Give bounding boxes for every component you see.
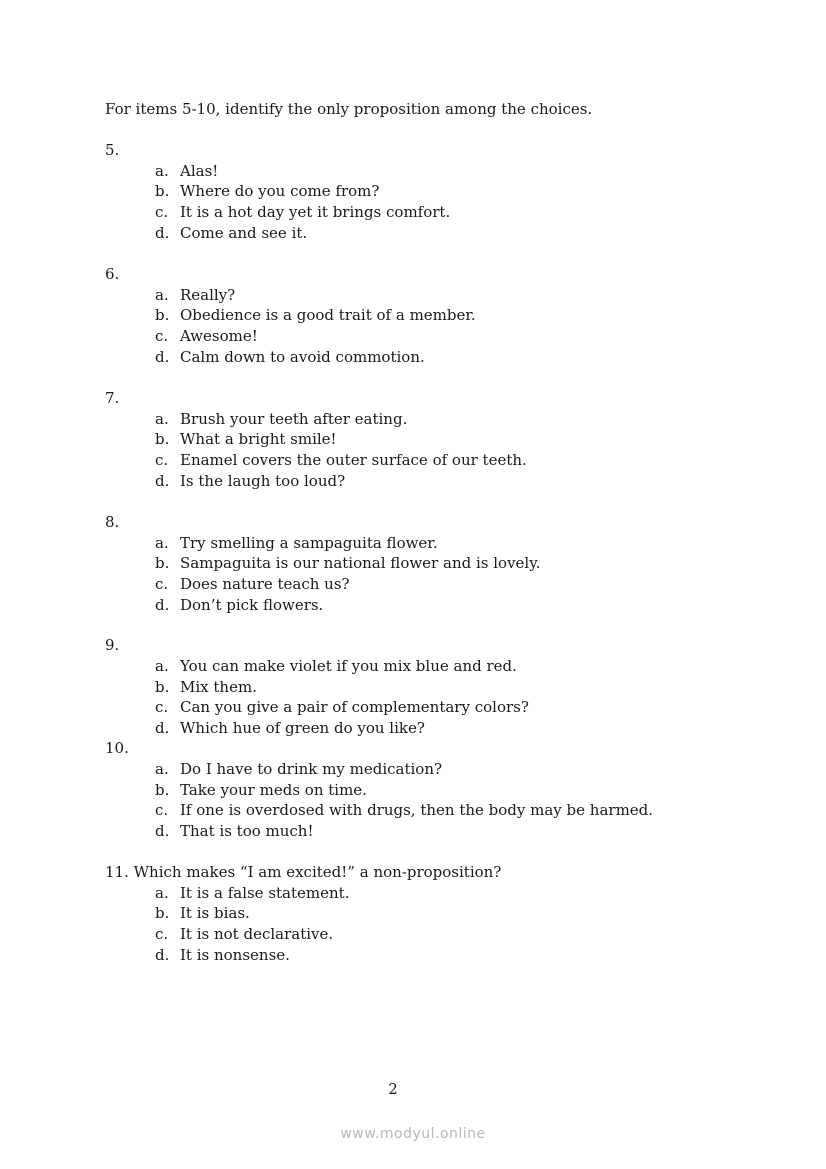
option-letter: d. (155, 946, 170, 964)
option-letter: d. (155, 224, 170, 242)
option-letter: c. (155, 801, 169, 819)
option-letter: a. (155, 410, 169, 428)
option-text: Alas! (180, 162, 219, 180)
option-letter: c. (155, 451, 169, 469)
option-letter: c. (155, 203, 169, 221)
option-text: Do I have to drink my medication? (180, 760, 443, 778)
option-letter: a. (155, 657, 169, 675)
option-text: Don’t pick flowers. (180, 596, 324, 614)
option-letter: b. (155, 554, 170, 572)
question-6-number: 6. (105, 265, 120, 283)
option-text: It is a false statement. (180, 884, 350, 902)
page-number: 2 (388, 1080, 398, 1098)
instructions: For items 5-10, identify the only proposition among the choices. (105, 100, 593, 118)
question-7-number: 7. (105, 389, 120, 407)
option-letter: d. (155, 472, 170, 490)
option-letter: a. (155, 760, 169, 778)
option-text: Can you give a pair of complementary colors? (180, 698, 529, 716)
option-letter: d. (155, 596, 170, 614)
option-text: It is bias. (180, 904, 250, 922)
question-8-number: 8. (105, 513, 120, 531)
option-letter: d. (155, 348, 170, 366)
option-letter: d. (155, 719, 170, 737)
question-11-stem: 11. Which makes “I am excited!” a non-proposition? (105, 863, 502, 881)
option-text: Come and see it. (180, 224, 308, 242)
option-text: Brush your teeth after eating. (180, 410, 408, 428)
option-text: Is the laugh too loud? (180, 472, 346, 490)
watermark: www.modyul.online (340, 1126, 486, 1142)
option-letter: b. (155, 781, 170, 799)
option-text: Obedience is a good trait of a member. (180, 306, 476, 324)
option-text: That is too much! (180, 822, 314, 840)
option-text: Enamel covers the outer surface of our teeth. (180, 451, 527, 469)
option-text: If one is overdosed with drugs, then the body may be harmed. (180, 801, 654, 819)
option-text: Sampaguita is our national flower and is lovely. (180, 554, 541, 572)
option-letter: a. (155, 884, 169, 902)
option-letter: c. (155, 327, 169, 345)
option-text: What a bright smile! (180, 430, 337, 448)
option-letter: b. (155, 904, 170, 922)
option-text: Calm down to avoid commotion. (180, 348, 425, 366)
question-5-number: 5. (105, 141, 120, 159)
option-letter: a. (155, 534, 169, 552)
option-letter: b. (155, 306, 170, 324)
option-text: You can make violet if you mix blue and red. (180, 657, 517, 675)
question-9-number: 9. (105, 636, 120, 654)
question-10-number: 10. (105, 739, 129, 757)
option-text: Try smelling a sampaguita flower. (180, 534, 438, 552)
option-text: Take your meds on time. (180, 781, 367, 799)
option-letter: a. (155, 162, 169, 180)
option-text: Really? (180, 286, 236, 304)
option-text: Does nature teach us? (180, 575, 350, 593)
option-text: It is not declarative. (180, 925, 334, 943)
option-letter: c. (155, 925, 169, 943)
option-letter: c. (155, 575, 169, 593)
option-text: It is a hot day yet it brings comfort. (180, 203, 451, 221)
option-text: Which hue of green do you like? (180, 719, 425, 737)
option-letter: b. (155, 430, 170, 448)
option-letter: d. (155, 822, 170, 840)
option-text: It is nonsense. (180, 946, 290, 964)
option-letter: a. (155, 286, 169, 304)
option-letter: c. (155, 698, 169, 716)
option-text: Mix them. (180, 678, 257, 696)
option-text: Awesome! (180, 327, 258, 345)
option-letter: b. (155, 182, 170, 200)
option-text: Where do you come from? (180, 182, 380, 200)
option-letter: b. (155, 678, 170, 696)
